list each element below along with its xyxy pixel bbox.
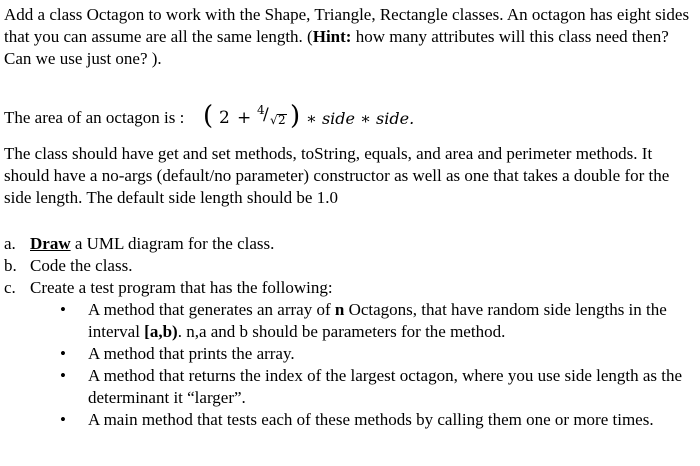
bullet-item bbox=[4, 365, 696, 409]
intro-text-2: how many attributes will this class need then? Can we use just one? ). bbox=[4, 27, 669, 68]
bullet-icon: • bbox=[60, 410, 66, 429]
bullet-icon: • bbox=[60, 300, 66, 319]
bullet-icon: • bbox=[60, 344, 66, 363]
formula-close-paren: ) bbox=[290, 101, 301, 131]
task-text-a: a UML diagram for the class. bbox=[70, 234, 275, 253]
formula-plus: + bbox=[237, 108, 252, 128]
bullet1-interval: [a,b) bbox=[144, 322, 178, 341]
bullet1-n: n bbox=[334, 300, 345, 319]
task-label-a: a. bbox=[4, 234, 16, 253]
task-label-c: c. bbox=[4, 278, 16, 297]
task-list bbox=[4, 233, 696, 431]
task-emph-draw: Draw bbox=[30, 234, 71, 253]
bullet-item bbox=[4, 409, 696, 431]
task-item-c bbox=[4, 277, 696, 299]
task-item-a bbox=[4, 233, 696, 255]
formula-numerator: 4 bbox=[257, 103, 265, 117]
bullet-icon: • bbox=[60, 366, 66, 385]
task-text-c: Create a test program that has the following: bbox=[30, 278, 333, 297]
bullet-item bbox=[4, 299, 696, 343]
intro-paragraph bbox=[4, 4, 696, 70]
intro-text-1: Add a class Octagon to work with the Shape, Triangle, Rectangle classes. An octagon has eight sides that you can assume are all the same length. ( bbox=[4, 5, 690, 46]
bullet1-text-3: . n,a and b should be parameters for the method. bbox=[177, 322, 506, 341]
formula-open-paren: ( bbox=[203, 101, 214, 131]
formula-lead: The area of an octagon is : bbox=[4, 108, 185, 127]
bullet3-text: A method that returns the index of the largest octagon, where you use side length as the determinant it “larger”. bbox=[88, 366, 683, 407]
formula-two: 2 bbox=[219, 108, 230, 128]
formula-radicand: 2 bbox=[278, 113, 286, 127]
bullet1-text-2: Octagons, that have random side lengths in the interval bbox=[88, 300, 667, 341]
bullet2-text: A method that prints the array. bbox=[88, 344, 295, 363]
task-text-b: Code the class. bbox=[30, 256, 133, 275]
bullet-item bbox=[4, 343, 696, 365]
formula-tail: ∗ side ∗ side. bbox=[306, 109, 415, 128]
requirements-paragraph: The class should have get and set methods, toString, equals, and area and perimeter methods. It should have a no-args (default/no parameter) constructor as well as one that takes a double for the side length. The default side length should be 1.0 bbox=[4, 144, 670, 207]
bullet1-text-1: A method that generates an array of bbox=[88, 300, 335, 319]
hint-label: Hint: bbox=[312, 27, 352, 46]
task-item-b bbox=[4, 255, 696, 277]
subtask-bullets bbox=[4, 299, 696, 431]
formula-root-sign: √ bbox=[270, 113, 278, 127]
bullet4-text: A main method that tests each of these methods by calling them one or more times. bbox=[88, 410, 654, 429]
formula-slash: / bbox=[263, 105, 269, 125]
task-label-b: b. bbox=[4, 256, 17, 275]
